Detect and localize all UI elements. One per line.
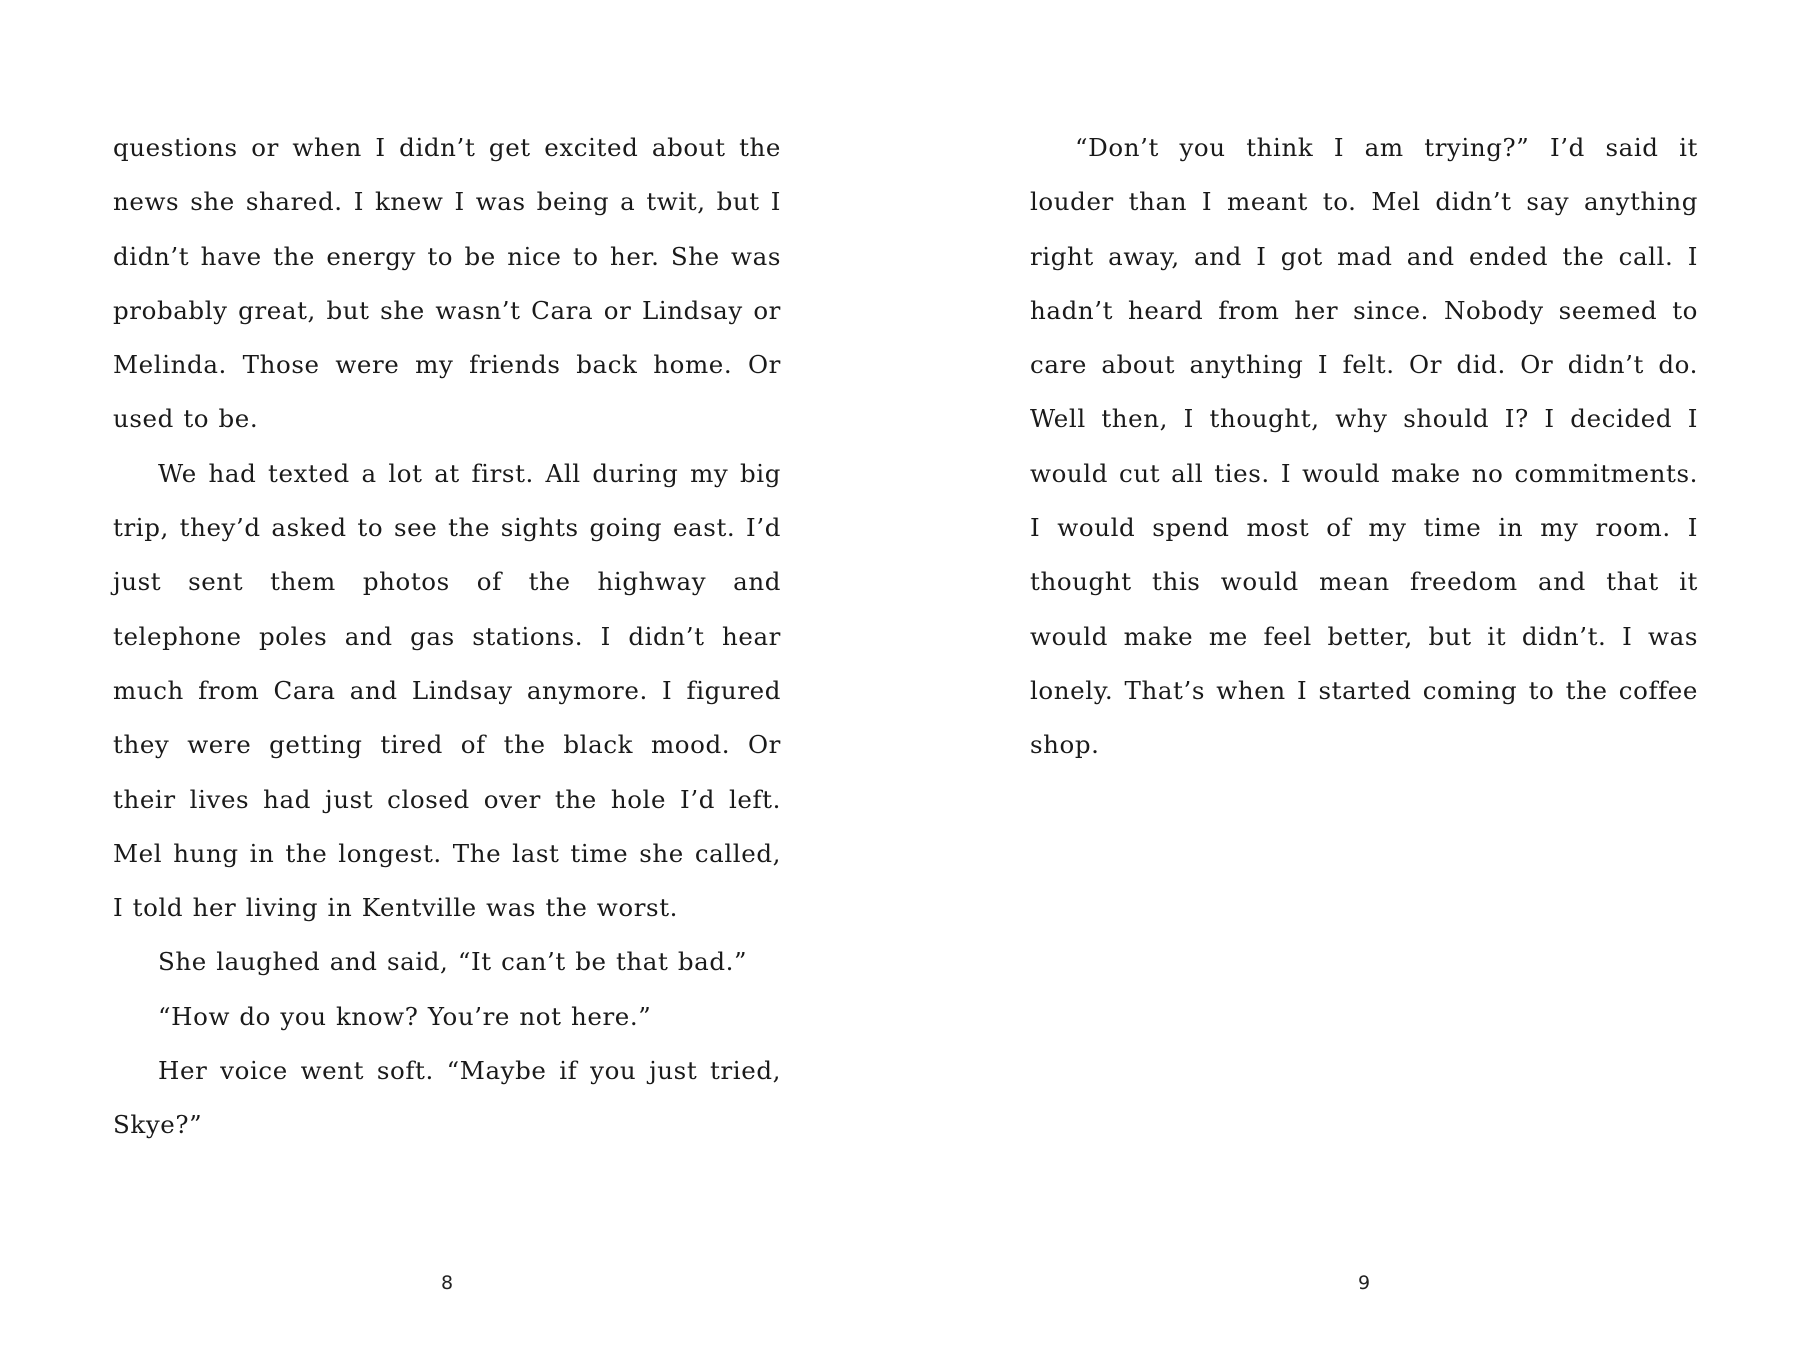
paragraph: questions or when I didn’t get excited about the news she shared. I knew I was being a twit, but I didn’t have the energy to be nice to her. She was probably great, but she wasn’t Cara or Lindsay or Melinda. Those were my friends back home. Or used to be. — [113, 133, 781, 434]
left-page-text — [113, 121, 781, 1153]
page-number-left: 8 — [440, 1272, 454, 1294]
paragraph: Her voice went soft. “Maybe if you just tried, Skye?” — [113, 1056, 781, 1140]
paragraph: “How do you know? You’re not here.” — [158, 1001, 652, 1031]
paragraph: “Don’t you think I am trying?” I’d said it louder than I meant to. Mel didn’t say anything right away, and I got mad and ended the call. I hadn’t heard from her since. Nobody seemed to care about anything I felt. Or did. Or didn’t do. Well then, I thought, why should I? I decided I would cut all ties. I would make no commitments. I would spend most of my time in my room. I thought this would mean freedom and that it would make me feel better, but it didn’t. I was lonely. That’s when I started coming to the coffee shop. — [1030, 133, 1698, 760]
paragraph: We had texted a lot at first. All during my big trip, they’d asked to see the sights going east. I’d just sent them photos of the highway and telephone poles and gas stations. I didn’t hear much from Cara and Lindsay anymore. I figured they were getting tired of the black mood. Or their lives had just closed over the hole I’d left. Mel hung in the longest. The last time she called, I told her living in Kentville was the worst. — [113, 458, 781, 923]
right-page-text — [1030, 121, 1698, 773]
page-number-right: 9 — [1357, 1272, 1371, 1294]
paragraph: She laughed and said, “It can’t be that bad.” — [158, 947, 748, 977]
